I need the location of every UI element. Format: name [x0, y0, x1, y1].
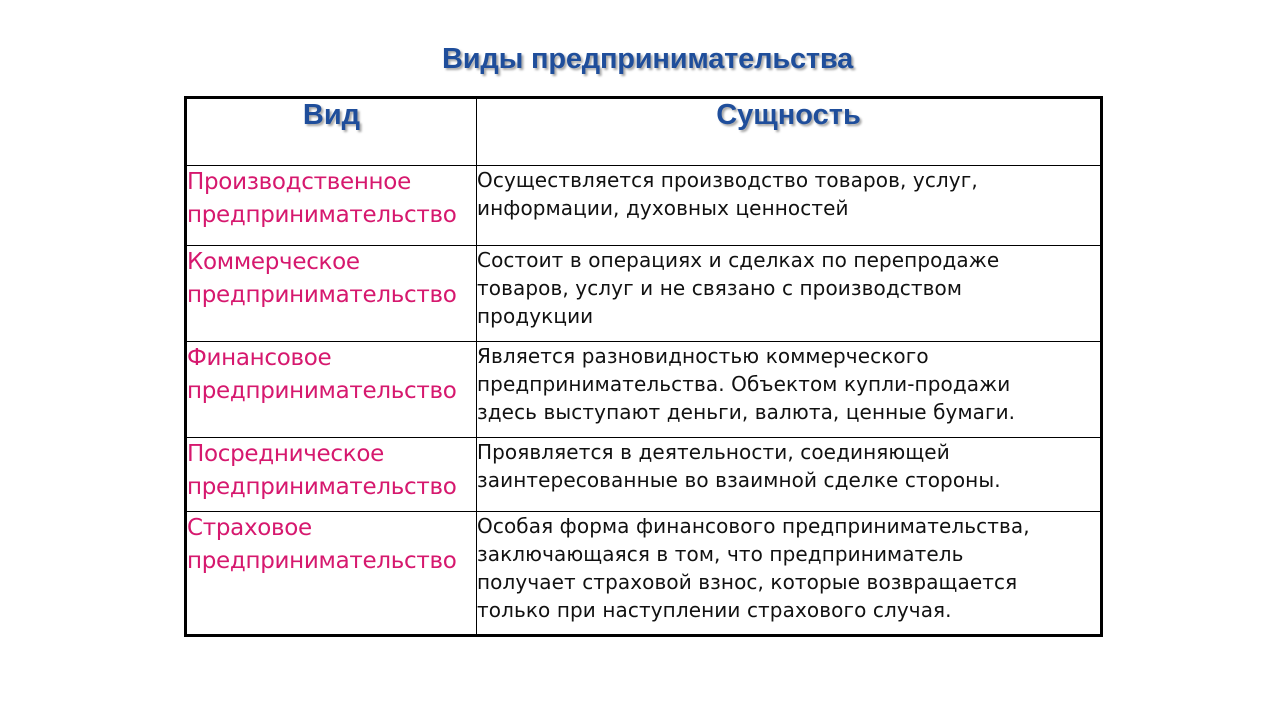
header-essence: Сущность: [477, 98, 1102, 166]
essence-line: Особая форма финансового предпринимательства,: [477, 514, 1030, 538]
essence-line: продукции: [477, 304, 594, 328]
essence-line: информации, духовных ценностей: [477, 196, 849, 220]
essence-line: только при наступлении страхового случая.: [477, 598, 952, 622]
kind-line: Производственное: [187, 169, 411, 195]
essence-line: заинтересованные во взаимной сделке стороны.: [477, 468, 1001, 492]
essence-line: предпринимательства. Объектом купли-продажи: [477, 372, 1011, 396]
essence-cell: [477, 166, 1102, 246]
kind-line: предпринимательство: [187, 202, 457, 228]
page-title: Виды предпринимательства: [442, 43, 854, 75]
kind-line: предпринимательство: [187, 548, 457, 574]
kind-cell: [186, 512, 477, 636]
essence-line: заключающаяся в том, что предприниматель: [477, 542, 964, 566]
table-row: [186, 512, 1102, 636]
table-row: [186, 166, 1102, 246]
essence-line: здесь выступают деньги, валюта, ценные бумаги.: [477, 400, 1016, 424]
essence-line: товаров, услуг и не связано с производством: [477, 276, 963, 300]
kind-cell: [186, 438, 477, 512]
kind-line: предпринимательство: [187, 474, 457, 500]
essence-line: получает страховой взнос, которые возвращается: [477, 570, 1018, 594]
table-header-row: [186, 98, 1102, 166]
kind-line: Посредническое: [187, 441, 384, 467]
essence-line: Является разновидностью коммерческого: [477, 344, 929, 368]
table-row: [186, 246, 1102, 342]
kind-cell: [186, 246, 477, 342]
essence-cell: [477, 246, 1102, 342]
table-row: [186, 342, 1102, 438]
essence-line: Проявляется в деятельности, соединяющей: [477, 440, 950, 464]
kind-line: предпринимательство: [187, 282, 457, 308]
table-row: [186, 438, 1102, 512]
kind-line: Страховое: [187, 515, 312, 541]
kind-line: предпринимательство: [187, 378, 457, 404]
kind-cell: [186, 342, 477, 438]
essence-cell: [477, 512, 1102, 636]
essence-cell: [477, 342, 1102, 438]
header-kind: Вид: [186, 98, 477, 166]
kind-line: Коммерческое: [187, 249, 360, 275]
essence-line: Осуществляется производство товаров, услуг,: [477, 168, 978, 192]
kind-line: Финансовое: [187, 345, 332, 371]
types-table: [184, 96, 1103, 637]
essence-line: Состоит в операциях и сделках по перепродаже: [477, 248, 1000, 272]
kind-cell: [186, 166, 477, 246]
essence-cell: [477, 438, 1102, 512]
